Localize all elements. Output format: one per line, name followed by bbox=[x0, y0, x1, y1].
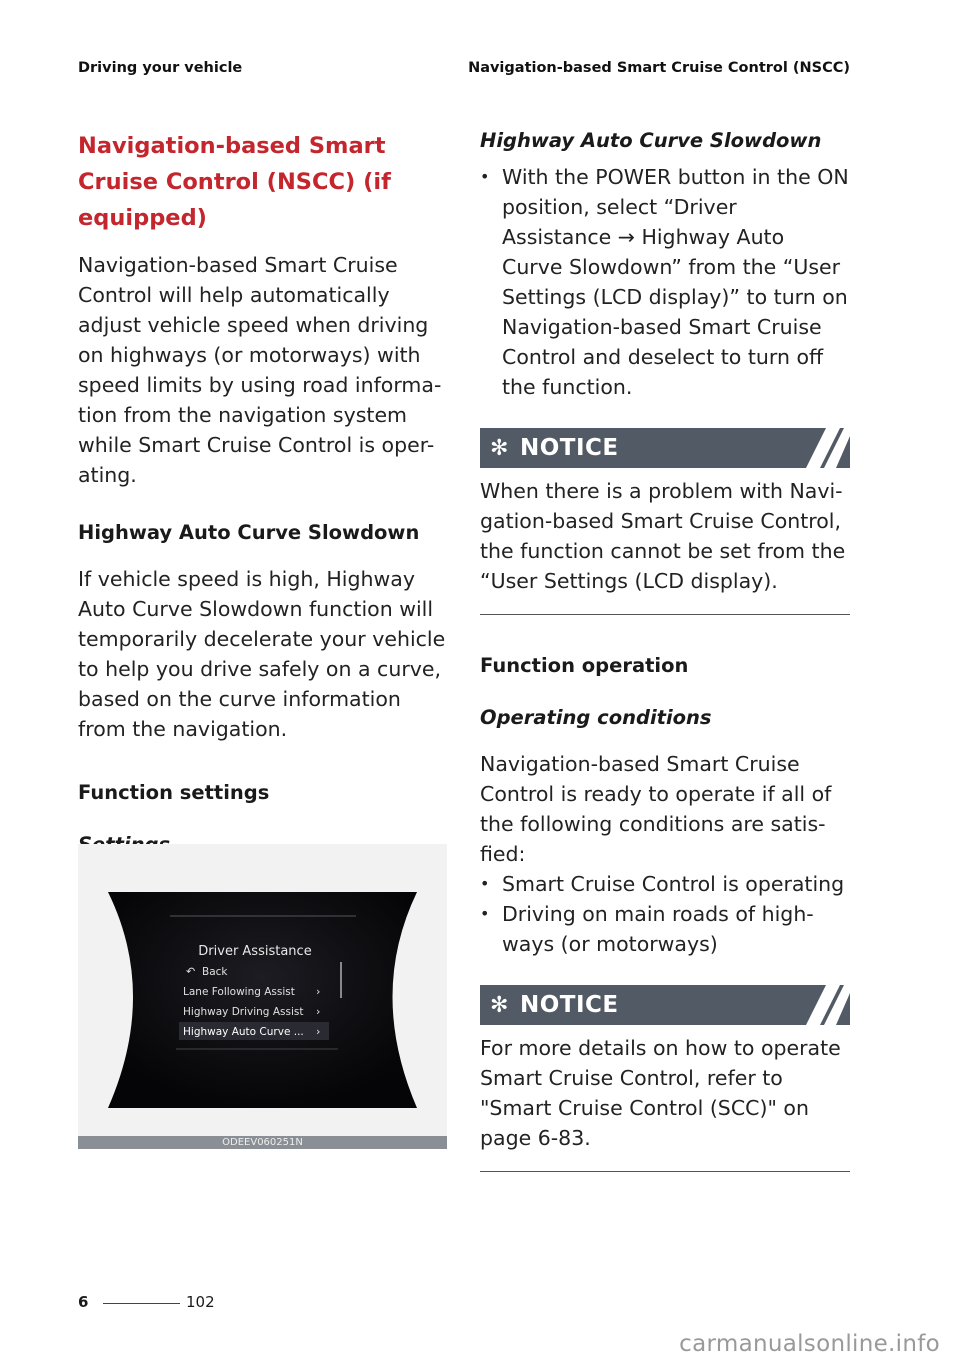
conditions-list bbox=[480, 869, 850, 959]
diagonal-stripes-icon bbox=[786, 428, 850, 468]
menu-back: Back bbox=[202, 966, 228, 978]
right-column bbox=[480, 128, 850, 1172]
back-arrow-icon: ↶ bbox=[186, 965, 196, 978]
notice-divider bbox=[480, 614, 850, 615]
heading-function-operation: Function operation bbox=[480, 654, 689, 677]
notice-divider bbox=[480, 1171, 850, 1172]
heading-curve-slowdown: Highway Auto Curve Slowdown bbox=[78, 521, 420, 544]
cluster-display-illustration bbox=[78, 844, 447, 1136]
watermark: carmanualsonline.info bbox=[679, 1331, 940, 1357]
heading-function-settings: Function settings bbox=[78, 781, 270, 804]
chevron-right-icon: › bbox=[316, 985, 321, 998]
menu-item-highway-auto-curve: Highway Auto Curve ... bbox=[183, 1026, 304, 1038]
intro-paragraph: Navigation-based Smart Cruise Control will help automatically adjust vehicle speed when driving on highways (or motorways) with speed limits by using road informa-tion from the navigation system while Smart Cruise Control is oper-ating. bbox=[78, 253, 442, 487]
page-number: 102 bbox=[186, 1293, 215, 1311]
asterisk-icon: ✻ bbox=[490, 992, 509, 1018]
curve-paragraph: If vehicle speed is high, Highway Auto Curve Slowdown function will temporarily decelerate your vehicle to help you drive safely on a curve, based on the curve information from the navigation. bbox=[78, 567, 446, 741]
notice-title: NOTICE bbox=[520, 992, 619, 1018]
notice-bar bbox=[480, 428, 850, 468]
heading-curve-slowdown-right: Highway Auto Curve Slowdown bbox=[480, 129, 822, 152]
display-screen bbox=[108, 892, 417, 1108]
menu-title: Driver Assistance bbox=[198, 944, 312, 959]
list-item: • Driving on main roads of high-ways (or motorways) bbox=[480, 899, 850, 959]
notice-bar bbox=[480, 985, 850, 1025]
notice-text: When there is a problem with Navi-gation-based Smart Cruise Control, the function cannot be set from the “User Settings (LCD display). bbox=[480, 479, 846, 593]
chapter-number: 6 bbox=[78, 1293, 89, 1311]
chevron-right-icon: › bbox=[316, 1025, 321, 1038]
section-title: Navigation-based Smart Cruise Control (NSCC) (if equipped) bbox=[78, 133, 391, 231]
conditions-intro: Navigation-based Smart Cruise Control is ready to operate if all of the following conditions are satis-fied: bbox=[480, 752, 832, 866]
asterisk-icon: ✻ bbox=[490, 435, 509, 461]
notice-title: NOTICE bbox=[520, 435, 619, 461]
power-steps-list bbox=[480, 162, 850, 402]
scrollbar-indicator bbox=[340, 962, 342, 998]
cluster-display-figure bbox=[78, 844, 447, 1149]
menu-item-lane-following: Lane Following Assist bbox=[183, 986, 295, 998]
running-header-right: Navigation-based Smart Cruise Control (NSCC) bbox=[468, 60, 850, 76]
running-header-left: Driving your vehicle bbox=[78, 60, 243, 76]
notice-text: For more details on how to operate Smart Cruise Control, refer to "Smart Cruise Control (SCC)" on page 6-83. bbox=[480, 1036, 841, 1150]
figure-caption: ODEEV060251N bbox=[78, 1136, 447, 1149]
diagonal-stripes-icon bbox=[786, 985, 850, 1025]
heading-operating-conditions: Operating conditions bbox=[480, 706, 712, 729]
menu-item-highway-driving: Highway Driving Assist bbox=[183, 1006, 304, 1018]
page-number-rule bbox=[103, 1303, 180, 1304]
chevron-right-icon: › bbox=[316, 1005, 321, 1018]
list-item: • With the POWER button in the ON position, select “Driver Assistance → Highway Auto Curve Slowdown” from the “User Settings (LCD display)” to turn on Navigation-based Smart Cruise Control and deselect to turn off the function. bbox=[480, 162, 850, 402]
list-item: • Smart Cruise Control is operating bbox=[480, 869, 850, 899]
left-column bbox=[78, 128, 448, 876]
